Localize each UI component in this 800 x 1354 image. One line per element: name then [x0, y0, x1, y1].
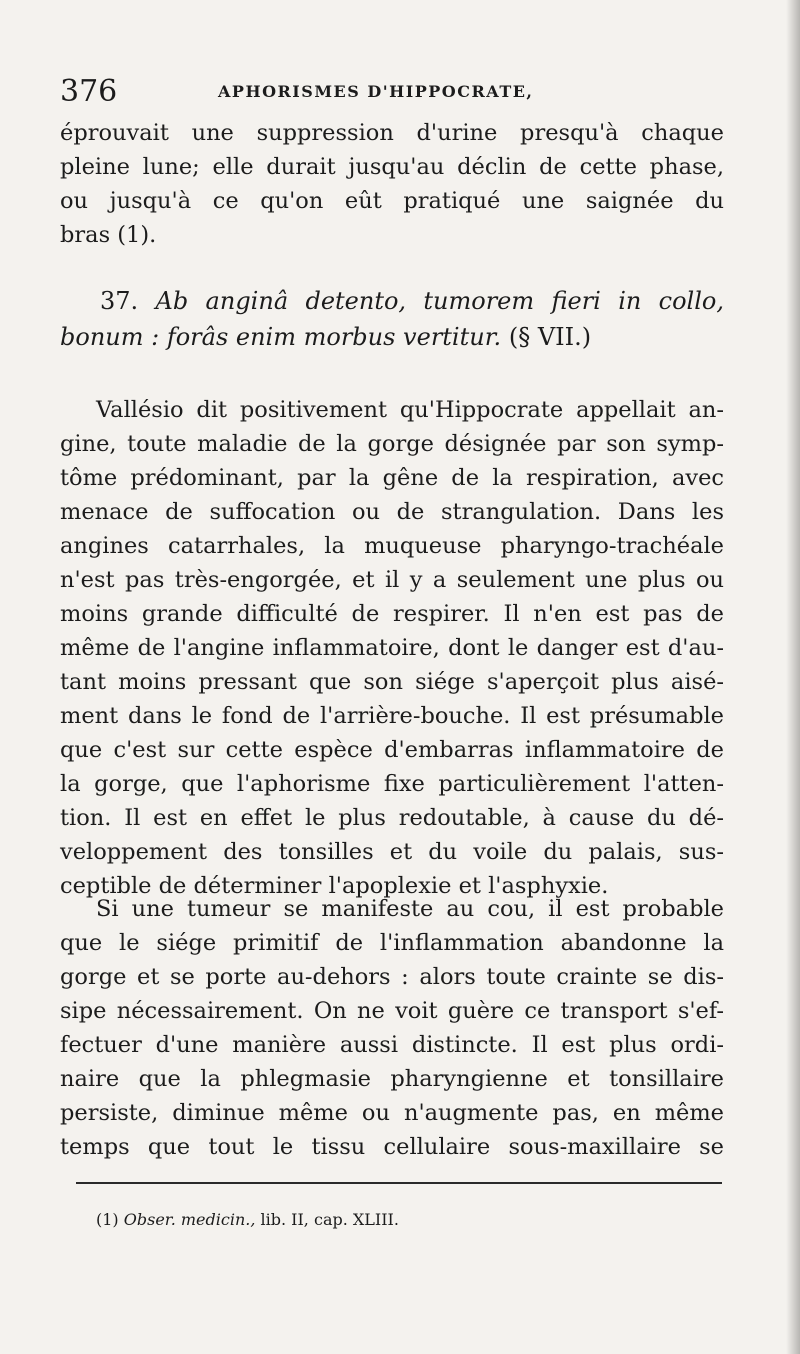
- footnote: [96, 1206, 716, 1234]
- text-line: tôme prédominant, par la gêne de la respiration, avec: [60, 465, 724, 491]
- text-line: tant moins pressant que son siége s'aperçoit plus aisé-: [60, 669, 724, 695]
- text-line: moins grande difficulté de respirer. Il n'en est pas de: [60, 601, 724, 627]
- text-line: menace de suffocation ou de strangulation. Dans les: [60, 499, 724, 525]
- text-line: bras (1).: [60, 222, 157, 248]
- text-line: Si une tumeur se manifeste au cou, il est probable: [96, 896, 724, 922]
- footnote-location: lib. II, cap. XLIII.: [260, 1210, 399, 1229]
- text-line: gine, toute maladie de la gorge désignée par son symp-: [60, 431, 724, 457]
- footnote-rule: [76, 1182, 722, 1184]
- text-line: pleine lune; elle durait jusqu'au déclin de cette phase,: [60, 154, 724, 180]
- text-line: que le siége primitif de l'inflammation abandonne la: [60, 930, 724, 956]
- aphorism-line-2: [60, 319, 724, 355]
- text-line: éprouvait une suppression d'urine presqu'à chaque: [60, 120, 724, 146]
- text-line: la gorge, que l'aphorisme fixe particulièrement l'atten-: [60, 771, 724, 797]
- commentary-paragraph-1: [60, 393, 724, 903]
- text-line: que c'est sur cette espèce d'embarras inflammatoire de: [60, 737, 724, 763]
- text-line: tion. Il est en effet le plus redoutable, à cause du dé-: [60, 805, 724, 831]
- page-header: [60, 72, 720, 112]
- aphorism-latin-1: Ab anginâ detento, tumorem fieri in collo,: [155, 287, 724, 315]
- text-line: même de l'angine inflammatoire, dont le danger est d'au-: [60, 635, 724, 661]
- text-line: veloppement des tonsilles et du voile du palais, sus-: [60, 839, 724, 865]
- footnote-marker: (1): [96, 1210, 119, 1229]
- text-line: ment dans le fond de l'arrière-bouche. Il est présumable: [60, 703, 724, 729]
- text-line: gorge et se porte au-dehors : alors toute crainte se dis-: [60, 964, 724, 990]
- commentary-paragraph-2: [60, 892, 724, 1164]
- continuation-paragraph: [60, 116, 724, 252]
- aphorism-line-1: [60, 283, 724, 319]
- page-number: 376: [60, 74, 118, 109]
- text-line: ceptible de déterminer l'apoplexie et l'asphyxie.: [60, 873, 609, 899]
- text-line: ou jusqu'à ce qu'on eût pratiqué une saignée du: [60, 188, 724, 214]
- text-line: sipe nécessairement. On ne voit guère ce transport s'ef-: [60, 998, 724, 1024]
- text-line: angines catarrhales, la muqueuse pharyngo-trachéale: [60, 533, 724, 559]
- page-edge-shadow: [786, 0, 800, 1354]
- aphorism-latin-2: bonum : forâs enim morbus vertitur.: [60, 323, 502, 351]
- running-head: APHORISMES D'HIPPOCRATE,: [218, 82, 534, 101]
- text-line: fectuer d'une manière aussi distincte. Il est plus ordi-: [60, 1032, 724, 1058]
- text-line: n'est pas très-engorgée, et il y a seulement une plus ou: [60, 567, 724, 593]
- aphorism-37: [60, 283, 724, 355]
- text-line: Vallésio dit positivement qu'Hippocrate appellait an-: [96, 397, 724, 423]
- aphorism-number: 37.: [100, 287, 139, 315]
- footnote-source: Obser. medicin.,: [123, 1210, 256, 1229]
- text-line: persiste, diminue même ou n'augmente pas, en même: [60, 1100, 724, 1126]
- text-line: naire que la phlegmasie pharyngienne et tonsillaire: [60, 1066, 724, 1092]
- aphorism-reference: (§ VII.): [508, 323, 592, 351]
- text-line: temps que tout le tissu cellulaire sous-maxillaire se: [60, 1134, 724, 1160]
